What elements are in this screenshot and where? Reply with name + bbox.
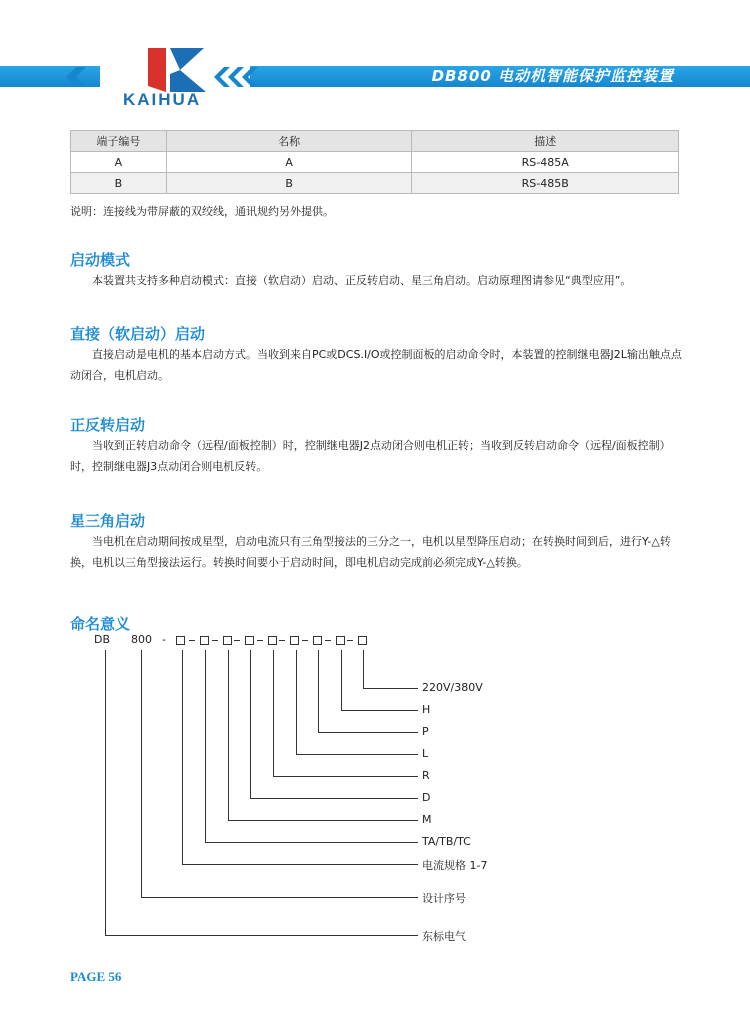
leader-line-horizontal xyxy=(182,864,418,865)
section-text-direct-start: 直接启动是电机的基本启动方式。当收到来自PC或DCS.I/O或控制面板的启动命令时，本装置的控制继电器J2L输出触点点动闭合，电机启动。 xyxy=(70,348,682,382)
naming-label: R xyxy=(422,769,430,782)
section-title-direct-start: 直接（软启动）启动 xyxy=(70,325,206,343)
section-title-start-mode: 启动模式 xyxy=(70,251,131,269)
leader-line-horizontal xyxy=(318,732,418,733)
table-note: 说明：连接线为带屏蔽的双绞线，通讯规约另外提供。 xyxy=(70,205,334,218)
code-placeholder-box xyxy=(268,636,277,645)
leader-line-horizontal xyxy=(205,842,418,843)
column-header: 端子编号 xyxy=(71,131,167,152)
code-placeholder-box xyxy=(200,636,209,645)
naming-label: 电流规格 1-7 xyxy=(422,859,488,872)
code-placeholder-box xyxy=(290,636,299,645)
naming-label: L xyxy=(422,747,429,760)
leader-line-horizontal xyxy=(296,754,418,755)
leader-line-vertical xyxy=(141,650,142,897)
code-dash xyxy=(189,640,195,641)
chevron-arrows-icon xyxy=(210,64,270,90)
section-title-naming: 命名意义 xyxy=(70,615,131,633)
leader-line-vertical xyxy=(205,650,206,842)
table-cell: RS-485B xyxy=(412,173,679,194)
leader-line-horizontal xyxy=(341,710,418,711)
code-placeholder-box xyxy=(336,636,345,645)
leader-line-vertical xyxy=(273,650,274,776)
section-text-start-mode: 本装置共支持多种启动模式：直接（软启动）启动、正反转启动、星三角启动。启动原理图请参见“典型应用”。 xyxy=(92,274,632,287)
table-cell: A xyxy=(71,152,167,173)
header-title: DB800 电动机智能保护监控装置 xyxy=(431,67,674,85)
table-cell: A xyxy=(166,152,412,173)
code-dash xyxy=(302,640,308,641)
naming-label: 220V/380V xyxy=(422,681,483,694)
table-row xyxy=(71,152,679,173)
code-placeholder-box xyxy=(223,636,232,645)
naming-label: M xyxy=(422,813,432,826)
model-separator: - xyxy=(162,633,166,646)
leader-line-horizontal xyxy=(105,935,418,936)
terminal-table xyxy=(70,130,679,194)
page-number: PAGE 56 xyxy=(70,969,122,984)
leader-line-vertical xyxy=(318,650,319,732)
naming-label: 设计序号 xyxy=(422,892,466,905)
section-text-star-delta: 当电机在启动期间按成星型，启动电流只有三角型接法的三分之一，电机以星型降压启动；在转换时间到后，进行Y-△转换，电机以三角型接法运行。转换时间要小于启动时间，即电机启动完成前必须完成Y-△转换。 xyxy=(70,535,671,569)
leader-line-horizontal xyxy=(273,776,418,777)
code-dash xyxy=(347,640,353,641)
model-series: 800 xyxy=(131,633,152,646)
leader-line-horizontal xyxy=(228,820,418,821)
logo-text: KAIHUA xyxy=(123,90,202,109)
leader-line-horizontal xyxy=(363,688,418,689)
column-header: 描述 xyxy=(412,131,679,152)
table-cell: B xyxy=(71,173,167,194)
left-arrow-icon xyxy=(60,64,100,90)
code-dash xyxy=(279,640,285,641)
leader-line-vertical xyxy=(296,650,297,754)
section-title-star-delta: 星三角启动 xyxy=(70,512,146,530)
code-placeholder-box xyxy=(358,636,367,645)
naming-label: P xyxy=(422,725,429,738)
section-title-reverse-start: 正反转启动 xyxy=(70,416,146,434)
naming-label: H xyxy=(422,703,431,716)
leader-line-vertical xyxy=(250,650,251,798)
table-header-row xyxy=(71,131,679,152)
code-dash xyxy=(212,640,218,641)
code-placeholder-box xyxy=(313,636,322,645)
leader-line-vertical xyxy=(105,650,106,935)
leader-line-vertical xyxy=(182,650,183,864)
leader-line-vertical xyxy=(228,650,229,820)
table-row xyxy=(71,173,679,194)
leader-line-horizontal xyxy=(141,897,418,898)
table-cell: RS-485A xyxy=(412,152,679,173)
code-dash xyxy=(325,640,331,641)
section-text-reverse-start: 当收到正转启动命令（远程/面板控制）时，控制继电器J2点动闭合则电机正转；当收到反转启动命令（远程/面板控制）时，控制继电器J3点动闭合则电机反转。 xyxy=(70,439,671,473)
model-prefix: DB xyxy=(94,633,111,646)
code-dash xyxy=(234,640,240,641)
naming-label: D xyxy=(422,791,431,804)
naming-label: TA/TB/TC xyxy=(422,835,471,848)
leader-line-vertical xyxy=(341,650,342,710)
leader-line-horizontal xyxy=(250,798,418,799)
code-placeholder-box xyxy=(176,636,185,645)
column-header: 名称 xyxy=(166,131,412,152)
leader-line-vertical xyxy=(363,650,364,688)
code-dash xyxy=(257,640,263,641)
table-cell: B xyxy=(166,173,412,194)
page-header xyxy=(0,0,750,120)
naming-label: 东标电气 xyxy=(422,930,466,943)
code-placeholder-box xyxy=(245,636,254,645)
